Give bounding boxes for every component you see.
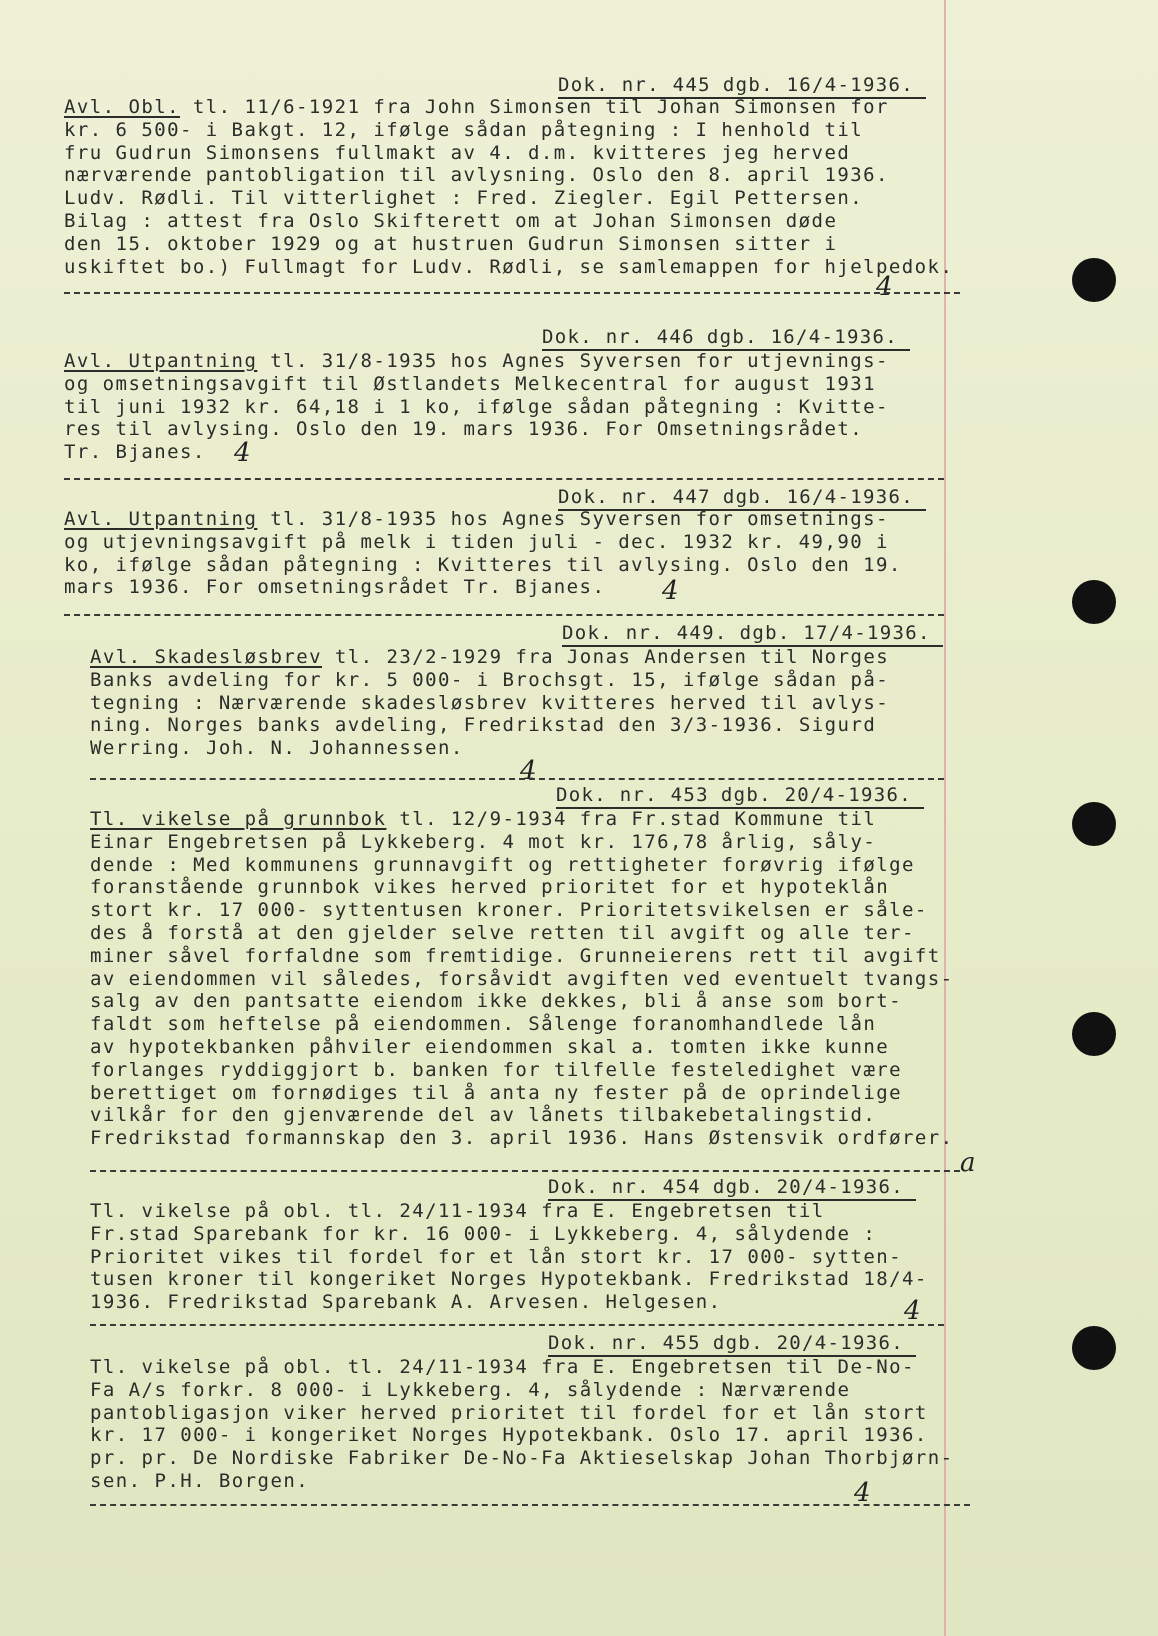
entry-line: Fa A/s forkr. 8 000- i Lykkeberg. 4, sålydende : Nærværende (90, 1378, 851, 1401)
dgb-date: dgb. 20/4-1936. (712, 1332, 904, 1354)
punch-hole (1072, 1326, 1116, 1370)
entry-line: Einar Engebretsen på Lykkeberg. 4 mot kr. 176,78 årlig, såly- (90, 830, 877, 853)
entry-line: 1936. Fredrikstad Sparebank A. Arvesen. Helgesen. (90, 1291, 722, 1314)
clerk-initial: 4 (854, 1478, 871, 1508)
entry-line: mars 1936. For omsetningsrådet Tr. Bjanes. (64, 576, 606, 599)
separator-line (64, 614, 944, 616)
dok-number: Dok. nr. 449. (562, 622, 728, 644)
entry-line: nærværende pantobligation til avlysning. Oslo den 8. april 1936. (64, 164, 889, 187)
entry-body (64, 96, 953, 278)
entry-line: Fr.stad Sparebank for kr. 16 000- i Lykkeberg. 4, sålydende : (90, 1222, 877, 1245)
entry-line: sen. P.H. Borgen. (90, 1469, 310, 1492)
entry-line: stort kr. 17 000- syttentusen kroner. Prioritetsvikelsen er såle- (90, 899, 928, 922)
entry-line: tegning : Nærværende skadesløsbrev kvitteres herved til avlys- (90, 691, 890, 714)
entry-line: Werring. Joh. N. Johannessen. (90, 737, 464, 760)
clerk-initial: a (960, 1148, 976, 1178)
entry-line: ning. Norges banks avdeling, Fredrikstad den 3/3-1936. Sigurd (90, 714, 877, 737)
entry-line: miner såvel forfaldne som fremtidige. Grunneierens rett til avgift (90, 944, 941, 967)
entry-title: Tl. vikelse på grunnbok (90, 808, 387, 830)
entry-line: faldt som heftelse på eiendommen. Sålenge foranomhandlede lån (90, 1013, 877, 1036)
entry-line: tusen kroner til kongeriket Norges Hypotekbank. Fredrikstad 18/4- (90, 1268, 928, 1291)
dok-number: Dok. nr. 447 (558, 486, 711, 508)
entry-line: kr. 6 500- i Bakgt. 12, ifølge sådan påtegning : I henhold til (64, 118, 864, 141)
entry-title: Avl. Obl. (64, 96, 181, 118)
dok-number: Dok. nr. 446 (542, 326, 695, 348)
entry-line: Banks avdeling for kr. 5 000- i Brochsgt. 15, ifølge sådan på- (90, 668, 890, 691)
entry-title: Avl. Utpantning (64, 350, 258, 372)
entry-line: til juni 1932 kr. 64,18 i 1 ko, ifølge sådan påtegning : Kvitte- (64, 395, 889, 418)
clerk-initial: 4 (234, 438, 251, 468)
dgb-date: dgb. 16/4-1936. (706, 326, 898, 348)
entry-line: pantobligasjon viker herved prioritet til fordel for et lån stort (90, 1401, 928, 1424)
punch-hole (1072, 580, 1116, 624)
entry-line: berettiget om fornødiges til å anta ny fester på de oprindelige (90, 1081, 903, 1104)
entry-line: og utjevningsavgift på melk i tiden juli - dec. 1932 kr. 49,90 i (64, 530, 889, 553)
entry-line: vilkår for den gjenværende del av lånets tilbakebetalingstid. (90, 1104, 877, 1127)
entry-line: pr. pr. De Nordiske Fabriker De-No-Fa Aktieselskap Johan Thorbjørn- (90, 1447, 954, 1470)
punch-hole (1072, 802, 1116, 846)
dgb-date: dgb. 16/4-1936. (722, 74, 914, 96)
clerk-initial: 4 (904, 1296, 921, 1326)
entry-line: Tl. vikelse på obl. tl. 24/11-1934 fra E. Engebretsen til (90, 1200, 825, 1222)
entry-header (562, 622, 943, 647)
clerk-initial: 4 (876, 272, 893, 302)
entry-line: Avl. Utpantning tl. 31/8-1935 hos Agnes Syversen for utjevnings- (64, 350, 889, 372)
entry-line: foranstående grunnbok vikes herved prioritet for et hypoteklån (90, 876, 890, 899)
entry-line: den 15. oktober 1929 og at hustruen Gudrun Simonsen sitter i (64, 232, 838, 255)
entry-line: uskiftet bo.) Fullmagt for Ludv. Rødli, se samlemappen for hjelpedok. (64, 255, 954, 278)
entry-line: og omsetningsavgift til Østlandets Melkecentral for august 1931 (64, 372, 877, 395)
entry-line: Bilag : attest fra Oslo Skifterett om at Johan Simonsen døde (64, 209, 838, 232)
entry-line: res til avlysing. Oslo den 19. mars 1936. For Omsetningsrådet. (64, 418, 864, 441)
entry-body (64, 508, 902, 599)
dok-number: Dok. nr. 453 (556, 784, 709, 806)
entry-line: Fredrikstad formannskap den 3. april 1936. Hans Østensvik ordfører. (90, 1127, 954, 1150)
dgb-date: dgb. 17/4-1936. (739, 622, 931, 644)
separator-line (90, 778, 944, 780)
entry-body (90, 808, 954, 1150)
entry-body (90, 1356, 954, 1493)
entry-header (556, 784, 924, 809)
entry-line: Tr. Bjanes. (64, 441, 206, 464)
entry-line: forlanges ryddiggjort b. banken for tilfelle festeledighet være (90, 1058, 903, 1081)
entry-body (90, 646, 889, 760)
entry-line: av hypotekbanken påhviler eiendommen skal a. tomten ikke kunne (90, 1035, 890, 1058)
entry-header (542, 326, 910, 351)
separator-line (90, 1170, 960, 1172)
entry-line: Tl. vikelse på obl. tl. 24/11-1934 fra E. Engebretsen til De-No- (90, 1356, 915, 1378)
clerk-initial: 4 (662, 576, 679, 606)
entry-line: Avl. Utpantning tl. 31/8-1935 hos Agnes Syversen for omsetnings- (64, 508, 889, 530)
dgb-date: dgb. 20/4-1936. (720, 784, 912, 806)
dok-number: Dok. nr. 445 (558, 74, 711, 96)
entry-title: Avl. Skadesløsbrev (90, 646, 323, 668)
entry-line: Prioritet vikes til fordel for et lån stort kr. 17 000- sytten- (90, 1245, 903, 1268)
entry-line: dende : Med kommunens grunnavgift og rettigheter forøvrig ifølge (90, 853, 915, 876)
entry-header (548, 1332, 916, 1357)
entry-line: Avl. Skadesløsbrev tl. 23/2-1929 fra Jonas Andersen til Norges (90, 646, 890, 668)
dgb-date: dgb. 20/4-1936. (712, 1176, 904, 1198)
punch-hole (1072, 258, 1116, 302)
entry-line: fru Gudrun Simonsens fullmakt av 4. d.m. kvitteres jeg herved (64, 141, 851, 164)
entry-header (548, 1176, 916, 1201)
separator-line (64, 478, 944, 480)
entry-body (64, 350, 889, 464)
entry-body (90, 1200, 928, 1314)
entry-line: ko, ifølge sådan påtegning : Kvitteres til avlysing. Oslo den 19. (64, 553, 902, 576)
entry-title: Avl. Utpantning (64, 508, 258, 530)
dok-number: Dok. nr. 454 (548, 1176, 701, 1198)
clerk-initial: 4 (520, 756, 537, 786)
separator-line (90, 1324, 944, 1326)
entry-line: des å forstå at den gjelder selve retten til avgift og alle ter- (90, 921, 915, 944)
entry-line: Ludv. Rødli. Til vitterlighet : Fred. Ziegler. Egil Pettersen. (64, 187, 864, 210)
separator-line (64, 292, 960, 294)
separator-line (90, 1504, 970, 1506)
entry-line: av eiendommen vil således, forsåvidt avgiften ved eventuelt tvangs- (90, 967, 954, 990)
entry-line: Avl. Obl. tl. 11/6-1921 fra John Simonsen til Johan Simonsen for (64, 96, 889, 118)
entry-line: salg av den pantsatte eiendom ikke dekkes, bli å anse som bort- (90, 990, 903, 1013)
entry-line: Tl. vikelse på grunnbok tl. 12/9-1934 fra Fr.stad Kommune til (90, 808, 877, 830)
entry-line: kr. 17 000- i kongeriket Norges Hypotekbank. Oslo 17. april 1936. (90, 1424, 928, 1447)
dgb-date: dgb. 16/4-1936. (722, 486, 914, 508)
dok-number: Dok. nr. 455 (548, 1332, 701, 1354)
punch-hole (1072, 1012, 1116, 1056)
